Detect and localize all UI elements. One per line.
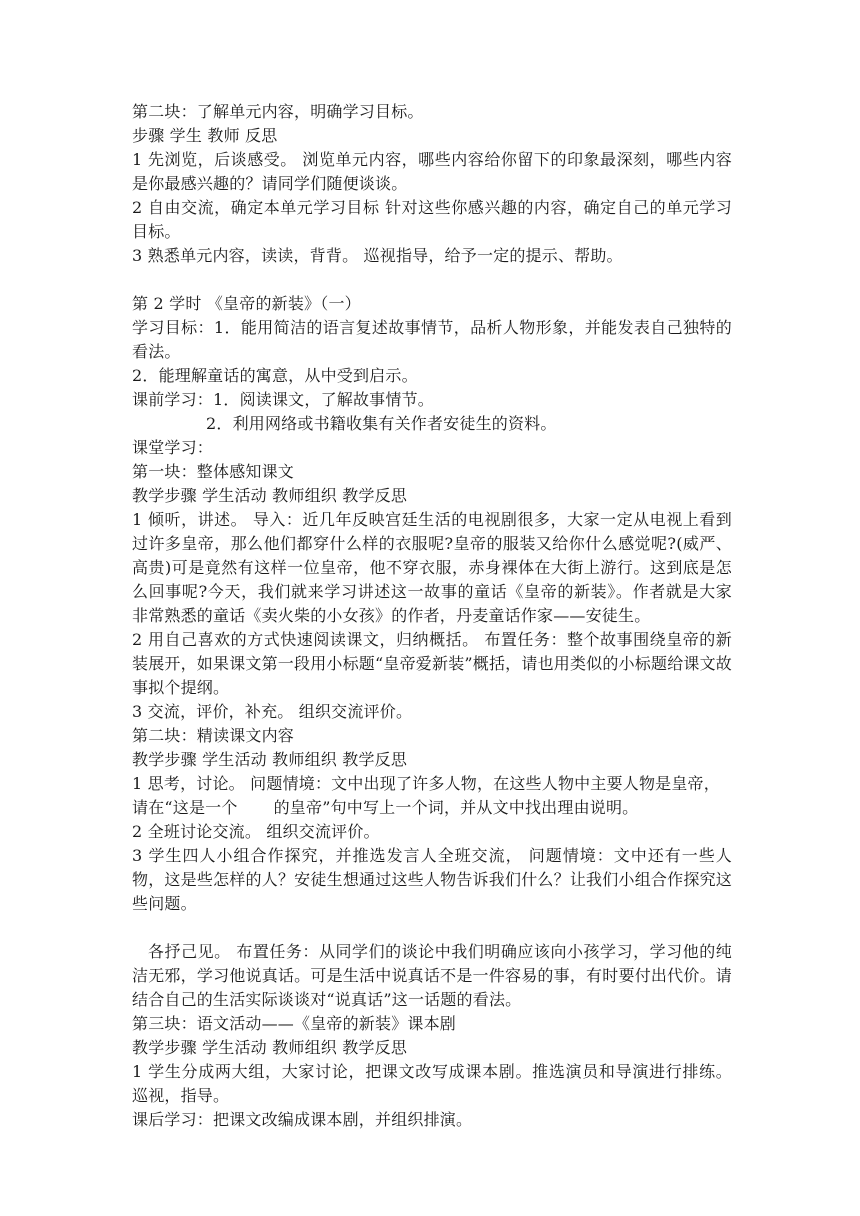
lesson2-title: 第 2 学时 《皇帝的新装》（一） [132,294,361,313]
fill-blank-suffix: 的皇帝”句中写上一个词，并从文中找出理由说明。 [273,798,639,817]
after-class-learning: 课后学习：把课文改编成课本剧，并组织排演。 [132,1110,473,1129]
part2-title: 第二块：精读课文内容 [132,726,295,745]
pre-class-2: 2．利用网络或书籍收集有关作者安徒生的资料。 [206,414,557,433]
part1-step-3: 3 交流，评价，补充。 组织交流评价。 [132,702,413,721]
blank-line [132,916,732,940]
document-page [132,100,732,1132]
blank-line [132,268,732,292]
part1-title: 第一块：整体感知课文 [132,462,295,481]
part2-step-2: 2 全班讨论交流。 组织交流评价。 [132,822,380,841]
part2-step-1b [132,796,732,820]
block2-step-1: 1 先浏览，后谈感受。 浏览单元内容，哪些内容给你留下的印象最深刻，哪些内容是你最感兴趣的？请同学们随便谈谈。 [132,150,732,193]
part2-table-header: 教学步骤 学生活动 教师组织 教学反思 [132,750,408,769]
learning-goal-2: 2．能理解童话的寓意，从中受到启示。 [132,366,418,385]
part3-title: 第三块：语文活动——《皇帝的新装》课本剧 [132,1014,457,1033]
part1-table-header: 教学步骤 学生活动 教师组织 教学反思 [132,486,408,505]
pre-class-1: 课前学习：1．阅读课文，了解故事情节。 [132,390,434,409]
part1-step-1: 1 倾听，讲述。 导入：近几年反映宫廷生活的电视剧很多，大家一定从电视上看到过许多皇帝，那么他们都穿什么样的衣服呢?皇帝的服装又给你什么感觉呢?(威严、高贵)可是竟然有这样一位皇帝，他不穿衣服，赤身裸体在大街上游行。这到底是怎么回事呢?今天，我们就来学习讲述这一故事的童话《皇帝的新装》。作者就是大家非常熟悉的童话《卖火柴的小女孩》的作者，丹麦童话作家——安徒生。 [132,510,732,625]
part3-table-header: 教学步骤 学生活动 教师组织 教学反思 [132,1038,408,1057]
part1-step-2: 2 用自己喜欢的方式快速阅读课文，归纳概括。 布置任务：整个故事围绕皇帝的新装展开，如果课文第一段用小标题“皇帝爱新装”概括，请也用类似的小标题给课文故事拟个提纲。 [132,630,732,697]
class-learning-label: 课堂学习： [132,438,214,457]
learning-goal-1: 学习目标：1．能用简洁的语言复述故事情节，品析人物形象，并能发表自己独特的看法。 [132,318,732,361]
part3-step-1: 1 学生分成两大组，大家讨论，把课文改写成课本剧。推选演员和导演进行排练。 巡视，指导。 [132,1062,732,1105]
block2-step-2: 2 自由交流，确定本单元学习目标 针对这些你感兴趣的内容，确定自己的单元学习目标。 [132,198,732,241]
opinions-paragraph: 各抒己见。 布置任务：从同学们的谈论中我们明确应该向小孩学习，学习他的纯洁无邪，学习他说真话。可是生活中说真话不是一件容易的事，有时要付出代价。请结合自己的生活实际谈谈对“说真话”这一话题的看法。 [132,942,732,1009]
part2-step-1a: 1 思考，讨论。 问题情境：文中出现了许多人物，在这些人物中主要人物是皇帝， [132,774,720,793]
fill-blank-prefix: 请在“这是一个 [132,798,238,817]
block2-step-3: 3 熟悉单元内容，读读，背背。 巡视指导，给予一定的提示、帮助。 [132,246,623,265]
part2-step-3: 3 学生四人小组合作探究，并推选发言人全班交流， 问题情境：文中还有一些人物，这是些怎样的人？安徒生想通过这些人物告诉我们什么？让我们小组合作探究这些问题。 [132,846,732,913]
block2-table-header: 步骤 学生 教师 反思 [132,126,278,145]
block2-title: 第二块：了解单元内容，明确学习目标。 [132,102,424,121]
